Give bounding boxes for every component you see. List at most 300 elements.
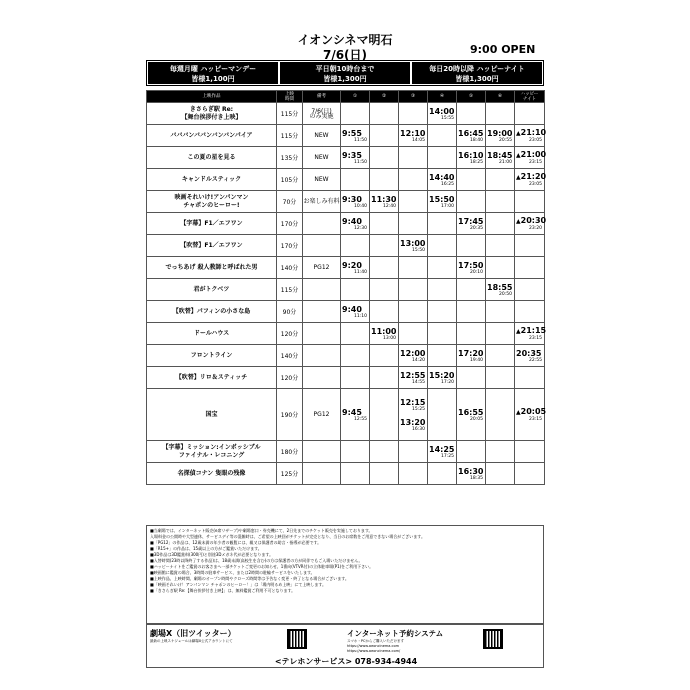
showtime-cell xyxy=(341,169,370,191)
table-row xyxy=(147,301,545,323)
reservation-url[interactable]: https://www.aeoncinema.com/ xyxy=(347,649,401,653)
end-time: 20:50 xyxy=(499,291,512,297)
showtime-cell xyxy=(428,213,457,235)
end-time: 17:20 xyxy=(441,379,454,385)
note-line: ■「きさらぎ駅 Re:【舞台挨拶付き上映】」は、無料鑑賞ご利用不可となります。 xyxy=(150,588,296,593)
remark xyxy=(303,441,341,463)
table-row xyxy=(147,279,545,301)
end-time: 15:25 xyxy=(412,406,425,412)
x-account-desc: 最新の上映スケジュールは劇場X公式アカウントにて xyxy=(150,639,233,643)
movie-title: 君がトクベツ xyxy=(147,279,277,301)
start-time-text: 13:00 xyxy=(400,238,426,248)
showtime-cell xyxy=(399,103,428,125)
start-time-text: 20:35 xyxy=(516,348,542,358)
table-row xyxy=(147,235,545,257)
end-time: 20:55 xyxy=(499,137,512,143)
start-time-text: 9:45 xyxy=(342,407,362,417)
happy-night-mark-icon: ▲ xyxy=(516,218,521,225)
runtime: 180分 xyxy=(277,441,303,463)
happy-night-mark-icon: ▲ xyxy=(516,409,521,416)
movie-title: この夏の星を見る xyxy=(147,147,277,169)
showtime-cell xyxy=(457,301,486,323)
happy-night-mark-icon: ▲ xyxy=(516,328,521,335)
end-time: 21:00 xyxy=(499,159,512,165)
showtime-cell xyxy=(370,389,399,441)
start-time xyxy=(486,283,514,292)
start-time-text: 11:30 xyxy=(371,194,397,204)
banner-happy-night xyxy=(412,62,542,84)
showtime-cell[interactable] xyxy=(341,257,370,279)
start-time xyxy=(428,445,456,454)
end-time: 19:40 xyxy=(470,357,483,363)
movie-title: 【字幕】F1／エフワン xyxy=(147,213,277,235)
showtime-cell[interactable] xyxy=(399,345,428,367)
start-time xyxy=(486,151,514,160)
table-row xyxy=(147,191,545,213)
column-header: ② xyxy=(370,91,399,103)
remark xyxy=(303,279,341,301)
showtime-cell[interactable] xyxy=(515,213,545,235)
end-time: 23:05 xyxy=(529,138,542,143)
note-line: ■「PG12」の作品は、12歳未満の年少者の観覧には、親又は保護者の助言・指導が必要です。 xyxy=(150,540,322,545)
movie-title: 【吹替】パフィンの小さな島 xyxy=(147,301,277,323)
showtime-cell xyxy=(341,441,370,463)
movie-title: 【吹替】リロ＆スティッチ xyxy=(147,367,277,389)
runtime: 125分 xyxy=(277,463,303,485)
start-time-text: 9:40 xyxy=(342,216,362,226)
end-time: 18:35 xyxy=(470,475,483,481)
end-time: 20:10 xyxy=(470,269,483,275)
showtime-cell xyxy=(457,235,486,257)
end-time: 18:40 xyxy=(470,137,483,143)
start-time-text: 11:00 xyxy=(371,326,397,336)
qr-code-icon[interactable] xyxy=(483,629,503,649)
showtime-cell xyxy=(399,147,428,169)
start-time-text: 9:30 xyxy=(342,194,362,204)
start-time xyxy=(486,129,514,138)
note-line: ■入替時間(23時以降終了する作品)は、18歳未満(高校生を含む)の方は保護者の方が同伴でもご入場いただけません。 xyxy=(150,558,363,563)
end-time: 14:55 xyxy=(412,379,425,385)
end-time: 12:30 xyxy=(354,225,367,231)
note-line: ■映画館に鑑賞の場合、3時間の駐車サービス、または2時間の駐輪サービスをいたします。 xyxy=(150,570,315,575)
showtime-cell[interactable] xyxy=(515,345,545,367)
start-time-text: 21:00 xyxy=(520,150,547,159)
start-time xyxy=(341,408,369,417)
start-time-text: 21:10 xyxy=(520,128,547,137)
table-row xyxy=(147,323,545,345)
end-time: 12:40 xyxy=(383,203,396,209)
showtime-cell xyxy=(515,441,545,463)
showtime-cell xyxy=(399,323,428,345)
start-time-text: 17:20 xyxy=(458,348,484,358)
start-time xyxy=(515,349,544,358)
showtime-cell[interactable] xyxy=(515,323,545,345)
start-time-text: 12:15 xyxy=(400,397,426,407)
start-time xyxy=(457,349,485,358)
start-time xyxy=(370,195,398,204)
start-time-text: 14:00 xyxy=(429,106,455,116)
end-time: 14:05 xyxy=(412,137,425,143)
table-row xyxy=(147,441,545,463)
start-time-text: 17:50 xyxy=(458,260,484,270)
table-row xyxy=(147,213,545,235)
showtime-cell[interactable] xyxy=(341,213,370,235)
table-row xyxy=(147,125,545,147)
start-time-text: 20:05 xyxy=(520,407,547,416)
schedule-table xyxy=(146,90,545,485)
start-time xyxy=(457,467,485,476)
showtime-cell xyxy=(370,463,399,485)
movie-title: 映画それいけ!アンパンマン チャポンのヒーロー! xyxy=(147,191,277,213)
start-time-text: 9:35 xyxy=(342,150,362,160)
showtime-cell[interactable] xyxy=(370,191,399,213)
end-time: 23:15 xyxy=(529,160,542,165)
column-header: ④ xyxy=(428,91,457,103)
showtime-cell xyxy=(428,147,457,169)
showtime-cell xyxy=(399,463,428,485)
showtime-cell[interactable] xyxy=(428,169,457,191)
start-time xyxy=(428,195,456,204)
end-time: 20:35 xyxy=(470,225,483,231)
start-time xyxy=(399,398,427,407)
showtime-cell xyxy=(428,125,457,147)
showtime-cell xyxy=(515,367,545,389)
start-time xyxy=(341,129,369,138)
end-time: 11:50 xyxy=(354,159,367,165)
showtime-cell[interactable] xyxy=(341,301,370,323)
start-time xyxy=(399,349,427,358)
showtime-cell xyxy=(428,279,457,301)
showtime-cell[interactable] xyxy=(457,257,486,279)
showtime-cell[interactable] xyxy=(515,389,545,441)
showtime-cell[interactable] xyxy=(399,125,428,147)
runtime: 140分 xyxy=(277,257,303,279)
showtime-cell xyxy=(428,345,457,367)
remark xyxy=(303,213,341,235)
showtime-cell xyxy=(486,301,515,323)
start-time xyxy=(341,151,369,160)
showtime-cell xyxy=(428,463,457,485)
showtime-cell xyxy=(486,323,515,345)
start-time-text: 9:40 xyxy=(342,304,362,314)
showtime-cell xyxy=(486,367,515,389)
showtime-cell xyxy=(486,191,515,213)
start-time xyxy=(399,239,427,248)
showtime-cell[interactable] xyxy=(457,125,486,147)
movie-title: でっちあげ 殺人教師と呼ばれた男 xyxy=(147,257,277,279)
start-time xyxy=(457,151,485,160)
movie-title: バババンババンバンバンパイア xyxy=(147,125,277,147)
happy-night-mark-icon: ▲ xyxy=(516,152,521,159)
showtime-cell xyxy=(428,235,457,257)
showtime-cell xyxy=(486,257,515,279)
showtime-cell xyxy=(370,441,399,463)
showtime-cell[interactable] xyxy=(399,389,428,441)
table-row xyxy=(147,103,545,125)
end-time: 23:15 xyxy=(529,336,542,341)
showtime-cell xyxy=(457,323,486,345)
start-time-text: 9:55 xyxy=(342,128,362,138)
showtime-cell xyxy=(370,279,399,301)
notes-box xyxy=(146,525,544,624)
showtime-cell xyxy=(370,147,399,169)
showtime-cell xyxy=(486,169,515,191)
end-time: 23:05 xyxy=(529,182,542,187)
showtime-cell xyxy=(370,235,399,257)
table-row xyxy=(147,345,545,367)
table-row xyxy=(147,389,545,441)
start-time xyxy=(457,408,485,417)
start-time: 13:20 xyxy=(400,417,426,427)
runtime: 140分 xyxy=(277,345,303,367)
happy-night-mark-icon: ▲ xyxy=(516,130,521,137)
showtime-cell[interactable] xyxy=(486,279,515,301)
start-time-text: 16:45 xyxy=(458,128,484,138)
showtime-cell xyxy=(370,169,399,191)
start-time xyxy=(341,195,369,204)
showtime-cell xyxy=(341,345,370,367)
start-time xyxy=(399,371,427,380)
showtime-cell xyxy=(457,441,486,463)
runtime: 190分 xyxy=(277,389,303,441)
showtime-cell[interactable] xyxy=(428,103,457,125)
banner-price: 皆様1,100円 xyxy=(191,75,235,83)
end-time: 23:15 xyxy=(529,417,542,422)
start-time-text: 9:20 xyxy=(342,260,362,270)
showtime-cell[interactable] xyxy=(515,169,545,191)
remark xyxy=(303,323,341,345)
showtime-cell xyxy=(486,213,515,235)
banner-weekday-morning xyxy=(280,62,410,84)
runtime: 105分 xyxy=(277,169,303,191)
showtime-cell xyxy=(428,257,457,279)
showtime-cell xyxy=(515,235,545,257)
end-time: 11:40 xyxy=(354,269,367,275)
movie-title: きさらぎ駅 Re: 【舞台挨拶付き上映】 xyxy=(147,103,277,125)
table-row xyxy=(147,367,545,389)
start-time-text: 15:20 xyxy=(429,370,455,380)
showtime-cell[interactable] xyxy=(515,147,545,169)
movie-title: ドールハウス xyxy=(147,323,277,345)
table-header xyxy=(147,91,545,103)
start-time-text: 12:55 xyxy=(400,370,426,380)
discount-banners xyxy=(146,60,544,86)
column-header: 上映作品 xyxy=(147,91,277,103)
showtime-cell[interactable] xyxy=(428,191,457,213)
remark xyxy=(303,301,341,323)
start-time-text: 20:30 xyxy=(520,216,547,225)
column-header: 備考 xyxy=(303,91,341,103)
note-line: ■3D作品は3D鑑賞料(300円)と別途3Dメガネ代が必要となります。 xyxy=(150,552,274,557)
showtime-cell[interactable] xyxy=(341,191,370,213)
showtime-cell[interactable] xyxy=(457,345,486,367)
start-time-text: 16:30 xyxy=(458,466,484,476)
remark: NEW xyxy=(303,125,341,147)
start-time xyxy=(370,327,398,336)
showtime-cell xyxy=(399,257,428,279)
runtime: 90分 xyxy=(277,301,303,323)
showtime-cell xyxy=(486,389,515,441)
showtime-cell xyxy=(399,213,428,235)
reservation-title: インターネット予約システム xyxy=(347,629,444,638)
banner-price: 皆様1,300円 xyxy=(323,75,367,83)
start-time-text: 18:55 xyxy=(487,282,513,292)
runtime: 120分 xyxy=(277,323,303,345)
banner-line: 毎日20時以降 ハッピーナイト xyxy=(429,65,525,73)
table-row xyxy=(147,463,545,485)
runtime: 120分 xyxy=(277,367,303,389)
end-time: 11:10 xyxy=(354,313,367,319)
showtime-cell[interactable] xyxy=(428,367,457,389)
showtime-cell xyxy=(399,441,428,463)
start-time-text: 16:10 xyxy=(458,150,484,160)
end-time: 16:30 xyxy=(412,426,425,432)
start-time xyxy=(515,216,547,226)
remark: 7/6(日) のみ実施 xyxy=(303,103,341,125)
end-time: 11:50 xyxy=(354,137,367,143)
table-row xyxy=(147,169,545,191)
end-time: 20:05 xyxy=(470,416,483,422)
showtime-cell xyxy=(370,345,399,367)
remark xyxy=(303,345,341,367)
column-header: ハッピー ナイト xyxy=(515,91,545,103)
start-time xyxy=(457,129,485,138)
column-header: ⑤ xyxy=(457,91,486,103)
banner-line: 平日朝10時台まで xyxy=(315,65,375,73)
banner-happy-monday xyxy=(148,62,278,84)
end-time: 17:00 xyxy=(441,203,454,209)
showtime-cell xyxy=(370,103,399,125)
showtime-cell[interactable] xyxy=(341,389,370,441)
showtime-cell xyxy=(341,235,370,257)
telephone-service[interactable]: <テレホンサービス> 078-934-4944 xyxy=(274,657,418,666)
theater-name: イオンシネマ明石 xyxy=(297,33,393,47)
showtime-cell xyxy=(341,279,370,301)
start-time-text: 15:50 xyxy=(429,194,455,204)
remark: NEW xyxy=(303,147,341,169)
end-time: 15:50 xyxy=(412,247,425,253)
showtime-cell xyxy=(486,103,515,125)
showtime-cell xyxy=(457,367,486,389)
showtime-cell[interactable] xyxy=(486,125,515,147)
showtime-cell[interactable] xyxy=(457,147,486,169)
showtime-cell xyxy=(399,191,428,213)
showtime-cell xyxy=(486,345,515,367)
start-time-text: 18:45 xyxy=(487,150,513,160)
start-time xyxy=(428,173,456,182)
showtime-cell xyxy=(370,125,399,147)
note-line: ■ハッピーナイトをご鑑賞のお客さまへ一部チケットご変更のお知らせ、1番向(VTVR付)の立体駐車場(P1)をご利用下さい。 xyxy=(150,564,374,569)
showtime-cell[interactable] xyxy=(457,213,486,235)
start-time xyxy=(515,172,547,182)
reservation-section xyxy=(347,629,477,654)
showtime-cell xyxy=(370,301,399,323)
start-time xyxy=(428,371,456,380)
reservation-url[interactable]: https://www.aeoncinema.com xyxy=(347,644,399,648)
end-time: 13:00 xyxy=(383,335,396,341)
runtime: 70分 xyxy=(277,191,303,213)
qr-code-icon[interactable] xyxy=(287,629,307,649)
start-time xyxy=(515,407,547,417)
start-time xyxy=(399,129,427,138)
runtime: 170分 xyxy=(277,213,303,235)
showtime-cell xyxy=(428,301,457,323)
showtime-cell xyxy=(457,169,486,191)
showtime-cell[interactable] xyxy=(515,125,545,147)
open-time: 9:00 OPEN xyxy=(470,43,536,56)
banner-price: 皆様1,300円 xyxy=(455,75,499,83)
remark: NEW xyxy=(303,169,341,191)
remark: PG12 xyxy=(303,389,341,441)
end-time: 16:25 xyxy=(441,181,454,187)
start-time-text: 21:15 xyxy=(520,326,547,335)
remark xyxy=(303,367,341,389)
showtime-cell xyxy=(399,279,428,301)
showtime-cell xyxy=(457,103,486,125)
showtime-cell xyxy=(457,191,486,213)
note-line: ■「映画それいけ！アンパンマン チャポンのヒーロー！」は「場内明るめ上映」にて上映します。 xyxy=(150,582,327,587)
showtime-cell[interactable] xyxy=(457,463,486,485)
showtime-cell xyxy=(399,301,428,323)
showtime-cell[interactable] xyxy=(428,441,457,463)
showtime-cell[interactable] xyxy=(486,147,515,169)
showtime-cell xyxy=(370,213,399,235)
showtime-cell xyxy=(515,301,545,323)
showtime-cell xyxy=(515,257,545,279)
table-row xyxy=(147,147,545,169)
runtime: 170分 xyxy=(277,235,303,257)
banner-line: 毎週月曜 ハッピーマンデー xyxy=(169,65,257,73)
showtime-cell[interactable] xyxy=(370,323,399,345)
start-time-text: 12:00 xyxy=(400,348,426,358)
showtime-cell[interactable] xyxy=(457,389,486,441)
end-time: 12:55 xyxy=(354,416,367,422)
movie-title: 国宝 xyxy=(147,389,277,441)
showtime-cell xyxy=(341,103,370,125)
start-time-text: 17:45 xyxy=(458,216,484,226)
showtime-cell[interactable] xyxy=(341,125,370,147)
showtime-cell[interactable] xyxy=(341,147,370,169)
showtime-cell xyxy=(515,191,545,213)
movie-title: フロントライン xyxy=(147,345,277,367)
start-time-text: 14:25 xyxy=(429,444,455,454)
end-time: 17:25 xyxy=(441,453,454,459)
column-header: 上映 時間 xyxy=(277,91,303,103)
end-time: 18:25 xyxy=(470,159,483,165)
column-header: ③ xyxy=(399,91,428,103)
showtime-cell xyxy=(486,463,515,485)
note-line: ■「R15+」の作品は、15歳以上の方がご鑑賞いただけます。 xyxy=(150,546,262,551)
remark: PG12 xyxy=(303,257,341,279)
showtime-cell xyxy=(428,389,457,441)
table-row xyxy=(147,257,545,279)
start-time xyxy=(341,217,369,226)
start-time xyxy=(515,150,547,160)
showtime-cell[interactable] xyxy=(399,235,428,257)
note-line: 入場料金の公開時や大型連休、サービスデイ等の混雑時は、ご希望の上映回がチケットが完売となり、当日のお席数をご用意できない場合がございます。 xyxy=(150,534,425,539)
showtime-cell xyxy=(341,367,370,389)
start-time xyxy=(341,305,369,314)
runtime: 115分 xyxy=(277,103,303,125)
note-line: ■当劇場では、インターネット販売(e席リザーブ)や劇場窓口・券売機にて、2日先までのチケット販売を実施しております。 xyxy=(150,528,373,533)
start-time-text: 14:40 xyxy=(429,172,455,182)
showtime-cell xyxy=(428,323,457,345)
showtime-cell[interactable] xyxy=(399,367,428,389)
showtime-cell xyxy=(515,103,545,125)
end-time: 14:20 xyxy=(412,357,425,363)
end-time: 23:20 xyxy=(529,226,542,231)
showtime-cell xyxy=(341,323,370,345)
